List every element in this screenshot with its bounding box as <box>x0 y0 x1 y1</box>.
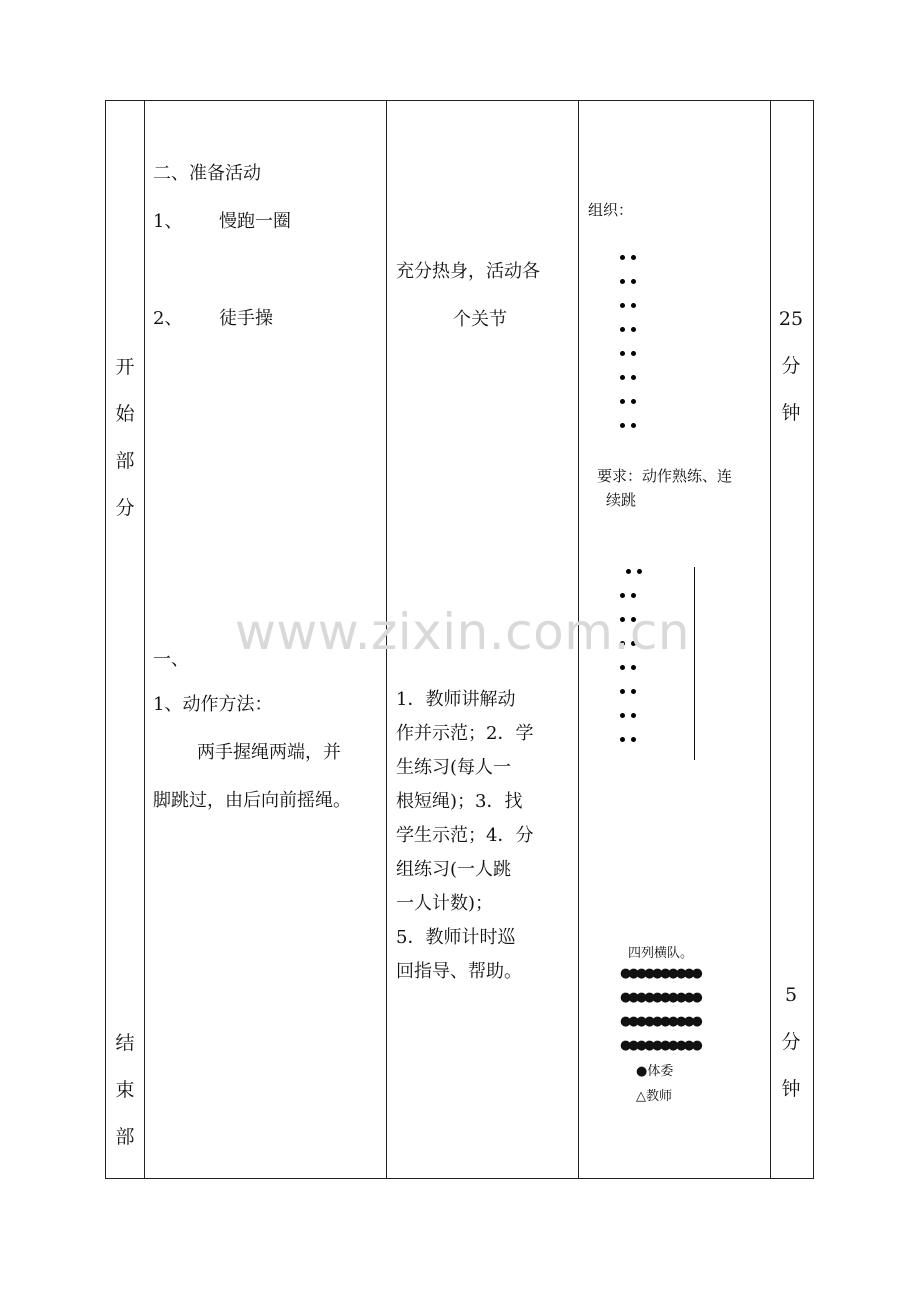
watermark: www.zixin.com.cn <box>235 603 691 661</box>
legend-teacher: △教师 <box>636 1089 672 1104</box>
column-divider <box>770 100 771 1179</box>
method-line: 两手握绳两端，并 <box>197 742 341 763</box>
teaching-step-line: 5．教师计时巡 <box>396 927 516 948</box>
requirement-line: 要求：动作熟练、连 <box>597 467 733 485</box>
formation-title: 四列横队。 <box>628 946 694 961</box>
section-char: 分 <box>115 497 135 519</box>
rope-line <box>694 567 695 760</box>
teaching-step-line: 组练习(一人跳 <box>396 859 512 880</box>
warmup-title: 二、准备活动 <box>153 163 261 184</box>
teaching-step-line: 学生示范；4．分 <box>396 825 534 846</box>
requirement-line: 续跳 <box>606 491 637 509</box>
teaching-step-line: 作并示范；2．学 <box>396 723 534 744</box>
time-second <box>776 972 806 1113</box>
time-unit: 钟 <box>781 1078 801 1100</box>
teaching-step-line: 1．教师讲解动 <box>396 689 516 710</box>
formation-row: ●●●●●●●●●● <box>620 1038 700 1053</box>
formation-row: ●●●●●●●●●● <box>620 966 700 981</box>
time-value: 5 <box>784 984 798 1006</box>
section-char: 束 <box>115 1079 135 1101</box>
item-number: 1、 <box>153 211 183 232</box>
time-unit: 分 <box>781 1031 801 1053</box>
part-title: 一、 <box>153 649 189 670</box>
method-title: 1、动作方法： <box>153 694 273 715</box>
time-unit: 钟 <box>781 402 801 424</box>
section-char: 开 <box>115 356 135 378</box>
formation-row: ●●●●●●●●●● <box>620 1014 700 1029</box>
item-text: 慢跑一圈 <box>219 211 291 232</box>
teaching-step-line: 根短绳)；3．找 <box>396 791 523 812</box>
organization-label: 组织： <box>588 201 634 219</box>
section-label-end <box>110 1020 140 1161</box>
warmup-note: 个关节 <box>453 309 507 330</box>
time-unit: 分 <box>781 355 801 377</box>
time-value: 25 <box>778 308 804 330</box>
section-char: 始 <box>115 403 135 425</box>
item-text: 徒手操 <box>219 308 273 329</box>
section-label-start <box>110 344 140 532</box>
method-line: 脚跳过，由后向前摇绳。 <box>153 790 351 811</box>
section-char: 部 <box>115 1126 135 1148</box>
item-number: 2、 <box>153 308 183 329</box>
teaching-steps <box>396 683 574 989</box>
section-char: 结 <box>115 1032 135 1054</box>
legend-monitor: ●体委 <box>636 1064 674 1079</box>
teaching-step-line: 回指导、帮助。 <box>396 961 522 982</box>
warmup-note: 充分热身，活动各 <box>396 261 540 282</box>
teaching-step-line: 一人计数)； <box>396 893 494 914</box>
formation-rows <box>620 962 699 1058</box>
column-divider <box>144 100 145 1179</box>
section-char: 部 <box>115 450 135 472</box>
formation-row: ●●●●●●●●●● <box>620 990 700 1005</box>
time-first <box>776 296 806 437</box>
teaching-step-line: 生练习(每人一 <box>396 757 512 778</box>
